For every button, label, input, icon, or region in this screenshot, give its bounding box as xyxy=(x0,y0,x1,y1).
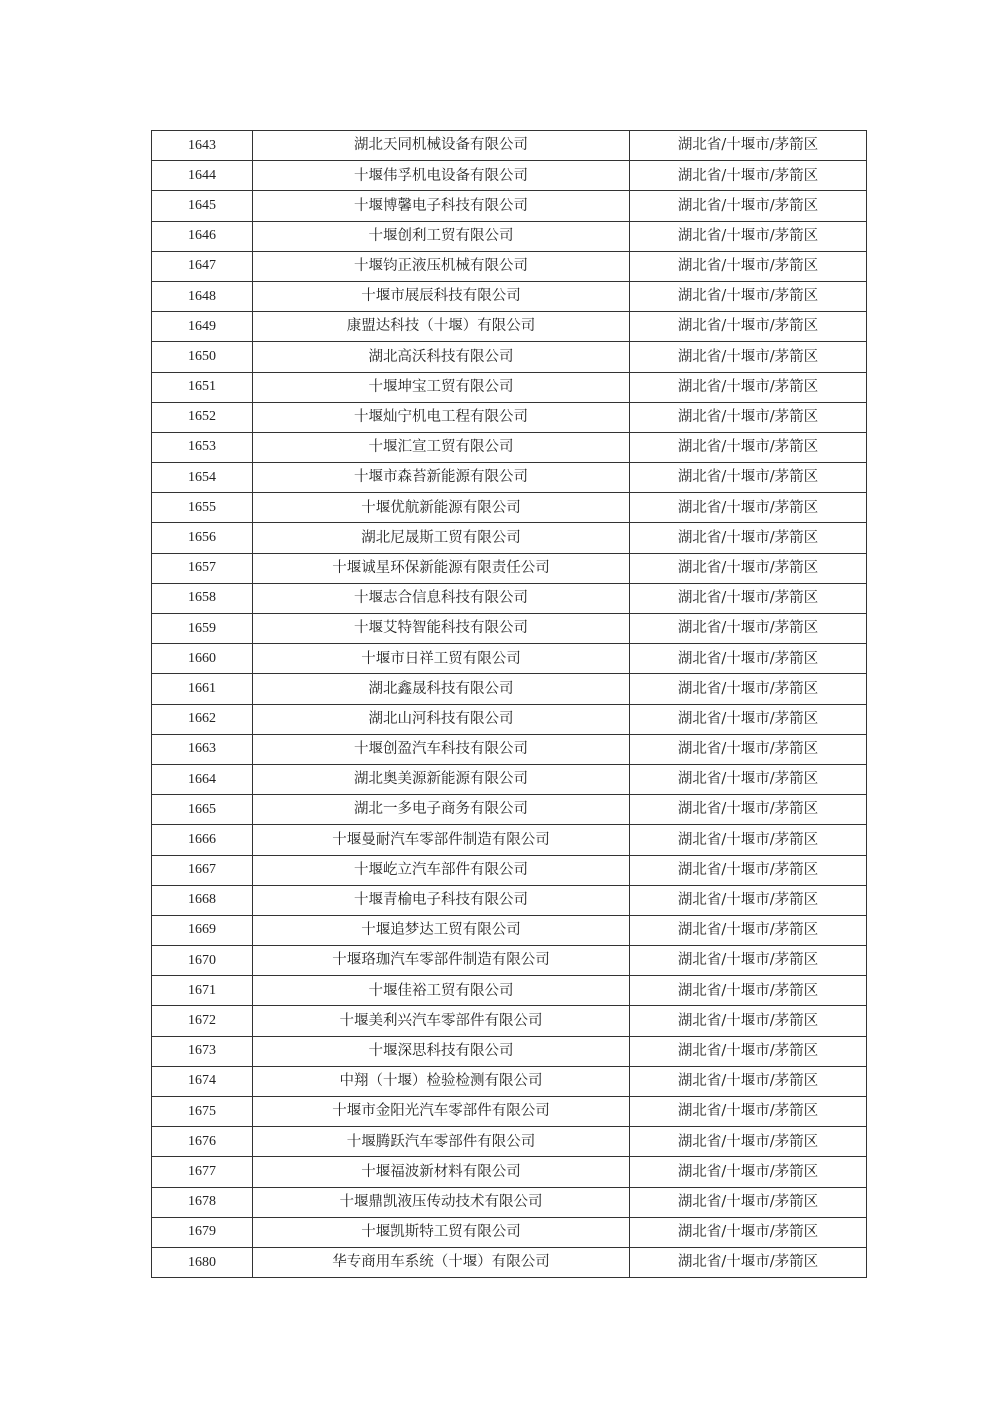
row-number-cell: 1662 xyxy=(152,704,253,734)
row-number-cell: 1667 xyxy=(152,855,253,885)
region-cell: 湖北省/十堰市/茅箭区 xyxy=(630,372,867,402)
row-number-cell: 1665 xyxy=(152,795,253,825)
company-name-cell: 湖北天同机械设备有限公司 xyxy=(253,131,630,161)
company-name-cell: 湖北尼晟斯工贸有限公司 xyxy=(253,523,630,553)
table-row xyxy=(152,583,867,613)
table-row xyxy=(152,1187,867,1217)
table-row xyxy=(152,1217,867,1247)
region-cell: 湖北省/十堰市/茅箭区 xyxy=(630,795,867,825)
region-cell: 湖北省/十堰市/茅箭区 xyxy=(630,855,867,885)
table-row xyxy=(152,191,867,221)
region-cell: 湖北省/十堰市/茅箭区 xyxy=(630,191,867,221)
table-row xyxy=(152,795,867,825)
table-row xyxy=(152,402,867,432)
region-cell: 湖北省/十堰市/茅箭区 xyxy=(630,1006,867,1036)
row-number-cell: 1656 xyxy=(152,523,253,553)
row-number-cell: 1679 xyxy=(152,1217,253,1247)
row-number-cell: 1672 xyxy=(152,1006,253,1036)
table-row xyxy=(152,764,867,794)
region-cell: 湖北省/十堰市/茅箭区 xyxy=(630,312,867,342)
company-name-cell: 十堰博馨电子科技有限公司 xyxy=(253,191,630,221)
row-number-cell: 1660 xyxy=(152,644,253,674)
region-cell: 湖北省/十堰市/茅箭区 xyxy=(630,1066,867,1096)
company-name-cell: 十堰珞珈汽车零部件制造有限公司 xyxy=(253,946,630,976)
region-cell: 湖北省/十堰市/茅箭区 xyxy=(630,1187,867,1217)
row-number-cell: 1675 xyxy=(152,1097,253,1127)
company-name-cell: 十堰凯斯特工贸有限公司 xyxy=(253,1217,630,1247)
row-number-cell: 1671 xyxy=(152,976,253,1006)
company-name-cell: 十堰市展辰科技有限公司 xyxy=(253,281,630,311)
company-name-cell: 十堰美利兴汽车零部件有限公司 xyxy=(253,1006,630,1036)
company-name-cell: 十堰青榆电子科技有限公司 xyxy=(253,885,630,915)
company-name-cell: 十堰福波新材料有限公司 xyxy=(253,1157,630,1187)
table-row xyxy=(152,312,867,342)
region-cell: 湖北省/十堰市/茅箭区 xyxy=(630,1157,867,1187)
table-row xyxy=(152,281,867,311)
company-name-cell: 湖北山河科技有限公司 xyxy=(253,704,630,734)
table-row xyxy=(152,704,867,734)
table-row xyxy=(152,855,867,885)
table-row xyxy=(152,946,867,976)
company-name-cell: 中翔（十堰）检验检测有限公司 xyxy=(253,1066,630,1096)
row-number-cell: 1649 xyxy=(152,312,253,342)
company-name-cell: 湖北一多电子商务有限公司 xyxy=(253,795,630,825)
row-number-cell: 1653 xyxy=(152,432,253,462)
row-number-cell: 1658 xyxy=(152,583,253,613)
table-row xyxy=(152,1097,867,1127)
region-cell: 湖北省/十堰市/茅箭区 xyxy=(630,674,867,704)
region-cell: 湖北省/十堰市/茅箭区 xyxy=(630,1127,867,1157)
region-cell: 湖北省/十堰市/茅箭区 xyxy=(630,915,867,945)
row-number-cell: 1645 xyxy=(152,191,253,221)
company-name-cell: 十堰创利工贸有限公司 xyxy=(253,221,630,251)
region-cell: 湖北省/十堰市/茅箭区 xyxy=(630,523,867,553)
company-name-cell: 十堰灿宁机电工程有限公司 xyxy=(253,402,630,432)
company-name-cell: 湖北鑫晟科技有限公司 xyxy=(253,674,630,704)
row-number-cell: 1670 xyxy=(152,946,253,976)
company-name-cell: 十堰志合信息科技有限公司 xyxy=(253,583,630,613)
row-number-cell: 1663 xyxy=(152,734,253,764)
table-row xyxy=(152,131,867,161)
table-row xyxy=(152,614,867,644)
region-cell: 湖北省/十堰市/茅箭区 xyxy=(630,734,867,764)
company-name-cell: 湖北奥美源新能源有限公司 xyxy=(253,764,630,794)
row-number-cell: 1674 xyxy=(152,1066,253,1096)
region-cell: 湖北省/十堰市/茅箭区 xyxy=(630,614,867,644)
row-number-cell: 1654 xyxy=(152,463,253,493)
table-row xyxy=(152,915,867,945)
company-name-cell: 十堰市金阳光汽车零部件有限公司 xyxy=(253,1097,630,1127)
row-number-cell: 1644 xyxy=(152,161,253,191)
region-cell: 湖北省/十堰市/茅箭区 xyxy=(630,764,867,794)
region-cell: 湖北省/十堰市/茅箭区 xyxy=(630,885,867,915)
company-name-cell: 十堰鼎凯液压传动技术有限公司 xyxy=(253,1187,630,1217)
row-number-cell: 1661 xyxy=(152,674,253,704)
table-row xyxy=(152,1157,867,1187)
region-cell: 湖北省/十堰市/茅箭区 xyxy=(630,704,867,734)
region-cell: 湖北省/十堰市/茅箭区 xyxy=(630,976,867,1006)
table-row xyxy=(152,644,867,674)
table-row xyxy=(152,493,867,523)
row-number-cell: 1643 xyxy=(152,131,253,161)
region-cell: 湖北省/十堰市/茅箭区 xyxy=(630,1036,867,1066)
region-cell: 湖北省/十堰市/茅箭区 xyxy=(630,553,867,583)
company-name-cell: 十堰追梦达工贸有限公司 xyxy=(253,915,630,945)
table-row xyxy=(152,1127,867,1157)
region-cell: 湖北省/十堰市/茅箭区 xyxy=(630,402,867,432)
region-cell: 湖北省/十堰市/茅箭区 xyxy=(630,251,867,281)
company-name-cell: 康盟达科技（十堰）有限公司 xyxy=(253,312,630,342)
table-body xyxy=(152,131,867,1278)
table-row xyxy=(152,1006,867,1036)
region-cell: 湖北省/十堰市/茅箭区 xyxy=(630,493,867,523)
company-name-cell: 十堰腾跃汽车零部件有限公司 xyxy=(253,1127,630,1157)
table-row xyxy=(152,976,867,1006)
region-cell: 湖北省/十堰市/茅箭区 xyxy=(630,131,867,161)
table-row xyxy=(152,463,867,493)
table-row xyxy=(152,1066,867,1096)
table-row xyxy=(152,251,867,281)
row-number-cell: 1657 xyxy=(152,553,253,583)
region-cell: 湖北省/十堰市/茅箭区 xyxy=(630,342,867,372)
row-number-cell: 1652 xyxy=(152,402,253,432)
region-cell: 湖北省/十堰市/茅箭区 xyxy=(630,281,867,311)
region-cell: 湖北省/十堰市/茅箭区 xyxy=(630,946,867,976)
row-number-cell: 1666 xyxy=(152,825,253,855)
table-row xyxy=(152,1247,867,1277)
table-row xyxy=(152,1036,867,1066)
row-number-cell: 1669 xyxy=(152,915,253,945)
row-number-cell: 1664 xyxy=(152,764,253,794)
company-name-cell: 十堰曼耐汽车零部件制造有限公司 xyxy=(253,825,630,855)
row-number-cell: 1680 xyxy=(152,1247,253,1277)
company-name-cell: 十堰优航新能源有限公司 xyxy=(253,493,630,523)
company-name-cell: 十堰伟孚机电设备有限公司 xyxy=(253,161,630,191)
company-name-cell: 十堰钧正液压机械有限公司 xyxy=(253,251,630,281)
table-row xyxy=(152,674,867,704)
company-list-table xyxy=(151,130,867,1278)
company-name-cell: 湖北高沃科技有限公司 xyxy=(253,342,630,372)
company-name-cell: 十堰深思科技有限公司 xyxy=(253,1036,630,1066)
row-number-cell: 1655 xyxy=(152,493,253,523)
row-number-cell: 1678 xyxy=(152,1187,253,1217)
company-name-cell: 十堰佳裕工贸有限公司 xyxy=(253,976,630,1006)
row-number-cell: 1676 xyxy=(152,1127,253,1157)
region-cell: 湖北省/十堰市/茅箭区 xyxy=(630,432,867,462)
company-name-cell: 十堰屹立汽车部件有限公司 xyxy=(253,855,630,885)
region-cell: 湖北省/十堰市/茅箭区 xyxy=(630,644,867,674)
company-name-cell: 十堰创盈汽车科技有限公司 xyxy=(253,734,630,764)
region-cell: 湖北省/十堰市/茅箭区 xyxy=(630,1247,867,1277)
table-row xyxy=(152,734,867,764)
table-row xyxy=(152,432,867,462)
region-cell: 湖北省/十堰市/茅箭区 xyxy=(630,825,867,855)
row-number-cell: 1659 xyxy=(152,614,253,644)
region-cell: 湖北省/十堰市/茅箭区 xyxy=(630,161,867,191)
region-cell: 湖北省/十堰市/茅箭区 xyxy=(630,1097,867,1127)
row-number-cell: 1668 xyxy=(152,885,253,915)
row-number-cell: 1677 xyxy=(152,1157,253,1187)
region-cell: 湖北省/十堰市/茅箭区 xyxy=(630,1217,867,1247)
row-number-cell: 1647 xyxy=(152,251,253,281)
row-number-cell: 1646 xyxy=(152,221,253,251)
table-row xyxy=(152,885,867,915)
region-cell: 湖北省/十堰市/茅箭区 xyxy=(630,463,867,493)
row-number-cell: 1650 xyxy=(152,342,253,372)
row-number-cell: 1648 xyxy=(152,281,253,311)
company-name-cell: 十堰坤宝工贸有限公司 xyxy=(253,372,630,402)
company-name-cell: 十堰市日祥工贸有限公司 xyxy=(253,644,630,674)
table-row xyxy=(152,523,867,553)
company-name-cell: 十堰市森苔新能源有限公司 xyxy=(253,463,630,493)
row-number-cell: 1673 xyxy=(152,1036,253,1066)
company-name-cell: 华专商用车系统（十堰）有限公司 xyxy=(253,1247,630,1277)
company-list-table-container xyxy=(151,130,866,1278)
region-cell: 湖北省/十堰市/茅箭区 xyxy=(630,583,867,613)
company-name-cell: 十堰汇宣工贸有限公司 xyxy=(253,432,630,462)
row-number-cell: 1651 xyxy=(152,372,253,402)
table-row xyxy=(152,825,867,855)
table-row xyxy=(152,553,867,583)
company-name-cell: 十堰诚星环保新能源有限责任公司 xyxy=(253,553,630,583)
region-cell: 湖北省/十堰市/茅箭区 xyxy=(630,221,867,251)
table-row xyxy=(152,161,867,191)
table-row xyxy=(152,372,867,402)
table-row xyxy=(152,342,867,372)
table-row xyxy=(152,221,867,251)
company-name-cell: 十堰艾特智能科技有限公司 xyxy=(253,614,630,644)
